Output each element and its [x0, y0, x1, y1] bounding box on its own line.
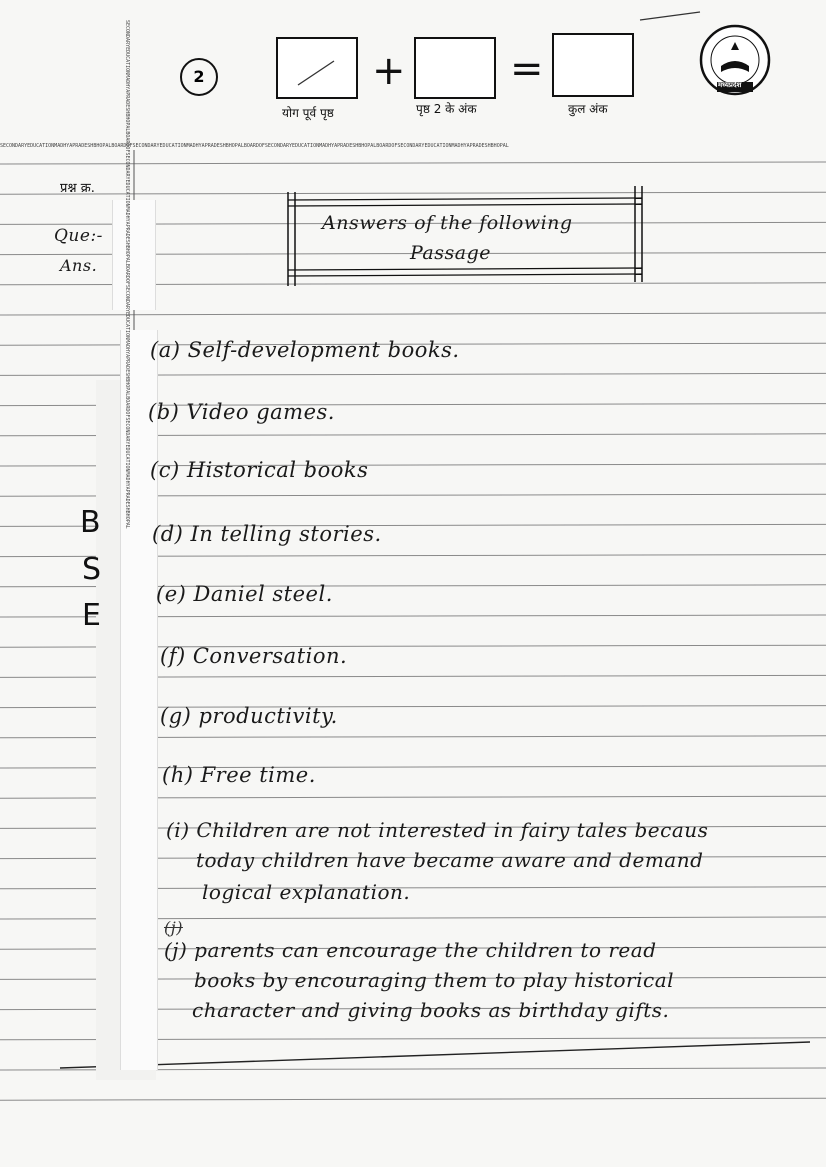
answer-i-line-3: logical explanation. — [202, 880, 411, 904]
plus-sign: + — [372, 48, 406, 94]
title-line-1: Answers of the following — [322, 212, 573, 234]
security-band: SECONDARYEDUCATIONMADHYAPRADESHBHOPALBOARDOFSECONDARYEDUCATIONMADHYAPRADESHBHOPALBOARDOFSECONDARYEDUCATIONMADHYAPRADESHBHOPALBOARDOFSECONDARYEDUCATIONMADHYAPRADESHBHOPAL — [0, 143, 509, 149]
answer-f: (f) Conversation. — [160, 644, 348, 668]
question-number-label: प्रश्न क्र. — [60, 181, 95, 196]
equals-sign: = — [510, 46, 544, 92]
que-label: Que:- — [54, 226, 103, 246]
answer-a: (a) Self-development books. — [150, 338, 460, 362]
answer-i-line-1: (i) Children are not interested in fairy tales becaus — [166, 818, 709, 842]
marks-box-page-2 — [414, 37, 496, 99]
ruled-line — [0, 1098, 826, 1100]
box-label-total: कुल अंक — [568, 102, 608, 116]
board-seal-icon — [695, 22, 775, 102]
answer-j-line-2: books by encouraging them to play historical — [194, 968, 675, 992]
tape-strip — [112, 200, 156, 310]
emblem-text: मध्यप्रदेश — [718, 81, 742, 89]
ans-label: Ans. — [60, 256, 98, 275]
title-frame — [286, 186, 644, 286]
stamp-letter-b: B — [80, 505, 101, 540]
answer-j-line-3: character and giving books as birthday gifts. — [192, 998, 670, 1022]
marks-box-previous — [276, 37, 358, 99]
page-number: 2 — [193, 67, 205, 86]
answer-c: (c) Historical books — [150, 458, 369, 482]
title-line-2: Passage — [410, 242, 491, 264]
answer-g: (g) productivity. — [160, 704, 338, 728]
page-number-circle — [180, 58, 218, 96]
answer-d: (d) In telling stories. — [152, 522, 382, 546]
marks-box-total — [552, 33, 634, 97]
answer-h: (h) Free time. — [162, 763, 316, 787]
security-band-vertical: SECONDARYEDUCATIONMADHYAPRADESHBHOPALBOARDOFSECONDARYEDUCATIONMADHYAPRADESHBHOPALBOARDOFSECONDARYEDUCATIONMADHYAPRADESHBHOPALBOARDOFSECONDARYEDUCATIONMADHYAPRADESHBHOPAL — [124, 20, 130, 529]
answer-j-line-1: (j) parents can encourage the children to read — [164, 938, 657, 962]
title-frame-lines — [286, 186, 644, 286]
stamp-letter-e: E — [82, 598, 101, 633]
tick-mark-icon — [278, 39, 356, 97]
box-label-previous: योग पूर्व पृष्ठ — [282, 106, 334, 120]
box-label-page-2: पृष्ठ 2 के अंक — [416, 102, 477, 116]
board-emblem — [695, 22, 775, 102]
answer-i-line-2: today children have became aware and demand — [196, 848, 704, 872]
struck-label: (j) — [164, 918, 183, 937]
stamp-letter-s: S — [82, 552, 102, 587]
answer-e: (e) Daniel steel. — [156, 582, 333, 606]
answer-b: (b) Video games. — [148, 400, 335, 424]
